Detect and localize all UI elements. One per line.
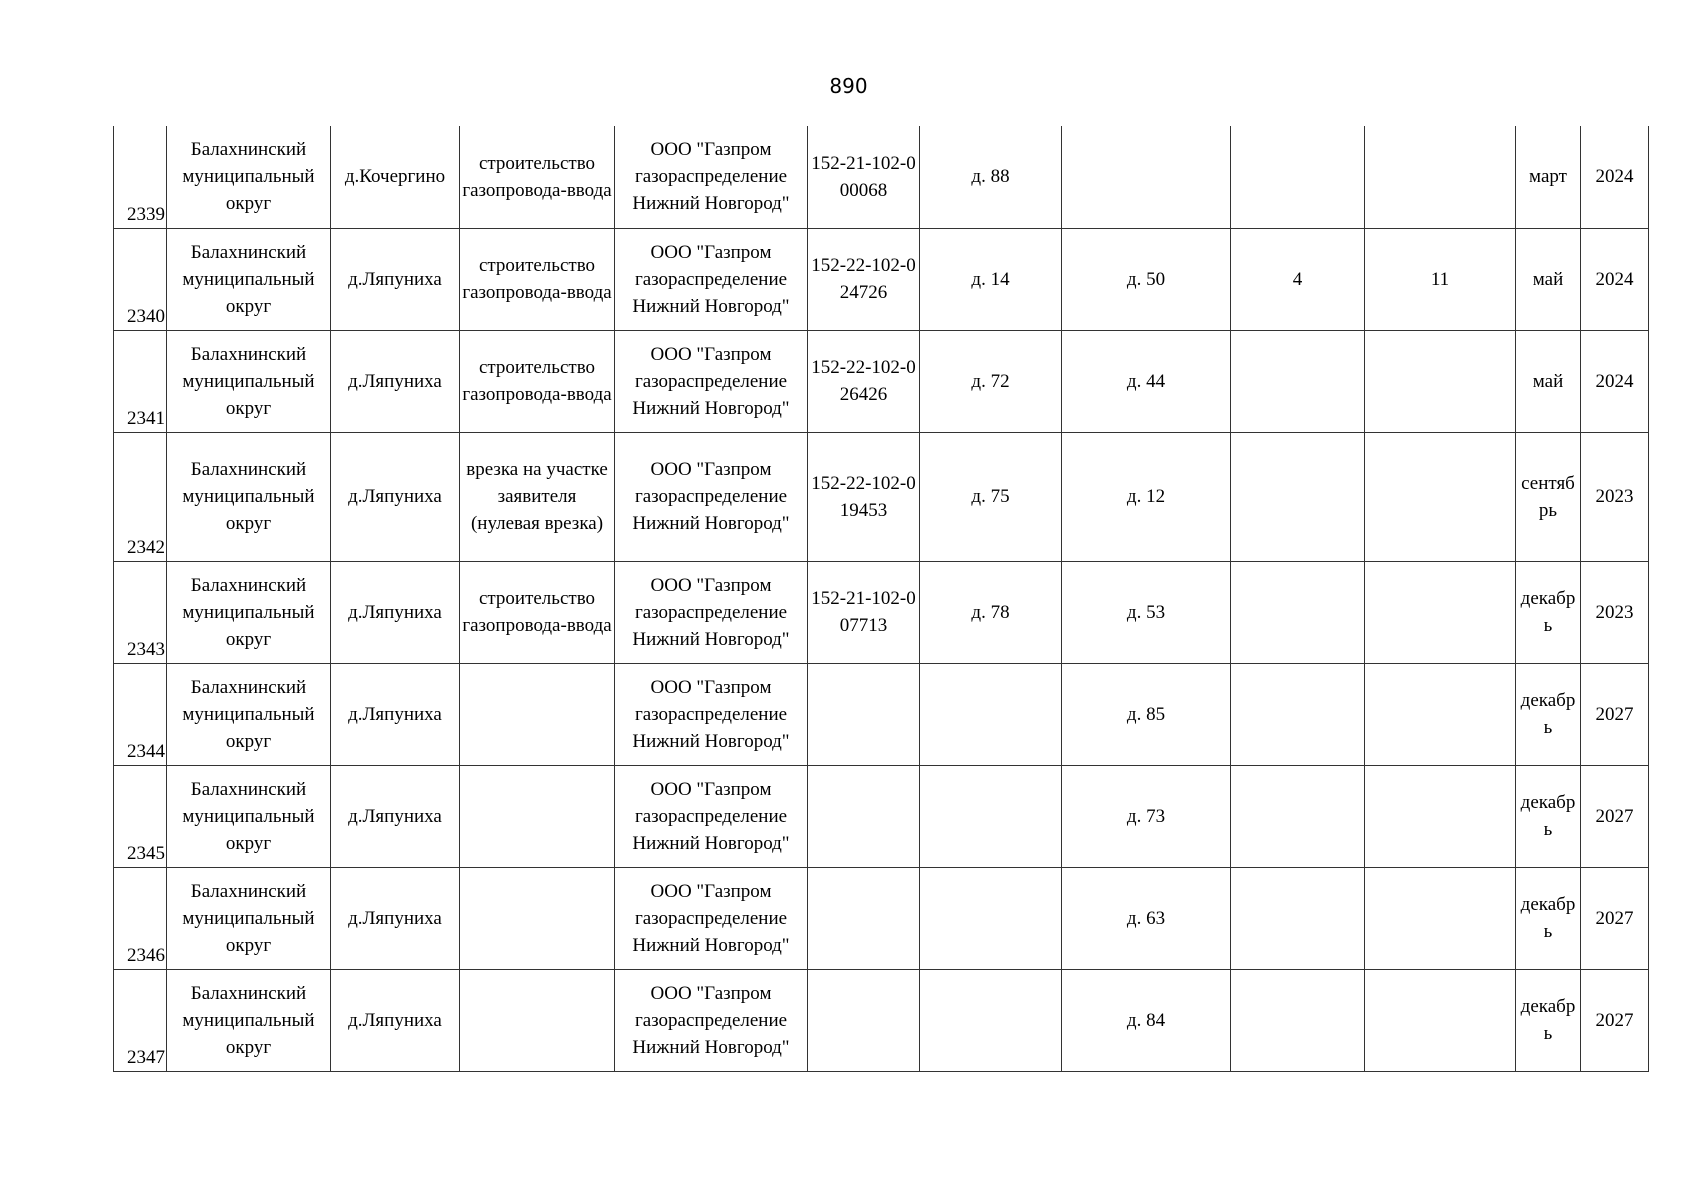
- count-cell: [1231, 126, 1365, 228]
- house-number-secondary-cell: [1062, 126, 1231, 228]
- work-type-cell: [460, 765, 615, 867]
- application-code-cell: 152-22-102-024726: [808, 228, 920, 330]
- count-secondary-cell: [1365, 330, 1516, 432]
- table-row: [114, 867, 1649, 969]
- district-cell: Балахнинский муниципальный округ: [167, 126, 331, 228]
- count-secondary-cell: [1365, 867, 1516, 969]
- work-type-cell: [460, 969, 615, 1071]
- village-cell: д.Кочергино: [331, 126, 460, 228]
- organization-cell: ООО "Газпром газораспределение Нижний Новгород": [615, 126, 808, 228]
- house-number-secondary-cell: д. 84: [1062, 969, 1231, 1071]
- work-type-cell: врезка на участке заявителя (нулевая врезка): [460, 432, 615, 561]
- application-code-cell: 152-21-102-007713: [808, 561, 920, 663]
- year-cell: 2024: [1581, 330, 1649, 432]
- year-cell: 2027: [1581, 663, 1649, 765]
- row-number-cell: 2344: [114, 663, 167, 765]
- organization-cell: ООО "Газпром газораспределение Нижний Новгород": [615, 969, 808, 1071]
- count-secondary-cell: [1365, 969, 1516, 1071]
- table-body: [114, 126, 1649, 1071]
- organization-cell: ООО "Газпром газораспределение Нижний Новгород": [615, 663, 808, 765]
- table-row: [114, 126, 1649, 228]
- work-type-cell: [460, 663, 615, 765]
- row-number-cell: 2343: [114, 561, 167, 663]
- house-number-cell: [920, 663, 1062, 765]
- district-cell: Балахнинский муниципальный округ: [167, 228, 331, 330]
- organization-cell: ООО "Газпром газораспределение Нижний Новгород": [615, 330, 808, 432]
- row-number-cell: 2346: [114, 867, 167, 969]
- house-number-cell: д. 72: [920, 330, 1062, 432]
- count-secondary-cell: [1365, 765, 1516, 867]
- month-cell: май: [1516, 330, 1581, 432]
- application-code-cell: [808, 765, 920, 867]
- year-cell: 2027: [1581, 969, 1649, 1071]
- house-number-cell: д. 75: [920, 432, 1062, 561]
- row-number-cell: 2341: [114, 330, 167, 432]
- gas-connection-table: [113, 126, 1649, 1072]
- month-cell: декабрь: [1516, 969, 1581, 1071]
- organization-cell: ООО "Газпром газораспределение Нижний Новгород": [615, 867, 808, 969]
- month-cell: март: [1516, 126, 1581, 228]
- district-cell: Балахнинский муниципальный округ: [167, 561, 331, 663]
- count-cell: [1231, 663, 1365, 765]
- district-cell: Балахнинский муниципальный округ: [167, 432, 331, 561]
- application-code-cell: [808, 663, 920, 765]
- village-cell: д.Ляпуниха: [331, 561, 460, 663]
- year-cell: 2027: [1581, 765, 1649, 867]
- table-row: [114, 432, 1649, 561]
- count-cell: [1231, 330, 1365, 432]
- count-cell: [1231, 867, 1365, 969]
- district-cell: Балахнинский муниципальный округ: [167, 765, 331, 867]
- district-cell: Балахнинский муниципальный округ: [167, 663, 331, 765]
- village-cell: д.Ляпуниха: [331, 432, 460, 561]
- month-cell: декабрь: [1516, 561, 1581, 663]
- village-cell: д.Ляпуниха: [331, 663, 460, 765]
- district-cell: Балахнинский муниципальный округ: [167, 867, 331, 969]
- house-number-secondary-cell: д. 50: [1062, 228, 1231, 330]
- month-cell: декабрь: [1516, 663, 1581, 765]
- house-number-cell: д. 78: [920, 561, 1062, 663]
- house-number-cell: д. 88: [920, 126, 1062, 228]
- table-row: [114, 228, 1649, 330]
- row-number-cell: 2345: [114, 765, 167, 867]
- organization-cell: ООО "Газпром газораспределение Нижний Новгород": [615, 432, 808, 561]
- count-cell: [1231, 969, 1365, 1071]
- row-number-cell: 2342: [114, 432, 167, 561]
- count-cell: 4: [1231, 228, 1365, 330]
- row-number-cell: 2339: [114, 126, 167, 228]
- year-cell: 2023: [1581, 432, 1649, 561]
- count-secondary-cell: [1365, 432, 1516, 561]
- year-cell: 2024: [1581, 228, 1649, 330]
- work-type-cell: строительство газопровода-ввода: [460, 561, 615, 663]
- district-cell: Балахнинский муниципальный округ: [167, 330, 331, 432]
- house-number-cell: [920, 969, 1062, 1071]
- application-code-cell: [808, 969, 920, 1071]
- month-cell: декабрь: [1516, 765, 1581, 867]
- table-row: [114, 561, 1649, 663]
- house-number-secondary-cell: д. 44: [1062, 330, 1231, 432]
- count-cell: [1231, 561, 1365, 663]
- count-secondary-cell: [1365, 561, 1516, 663]
- village-cell: д.Ляпуниха: [331, 867, 460, 969]
- row-number-cell: 2347: [114, 969, 167, 1071]
- organization-cell: ООО "Газпром газораспределение Нижний Новгород": [615, 228, 808, 330]
- house-number-secondary-cell: д. 73: [1062, 765, 1231, 867]
- house-number-secondary-cell: д. 85: [1062, 663, 1231, 765]
- work-type-cell: строительство газопровода-ввода: [460, 228, 615, 330]
- work-type-cell: строительство газопровода-ввода: [460, 126, 615, 228]
- table-row: [114, 765, 1649, 867]
- organization-cell: ООО "Газпром газораспределение Нижний Новгород": [615, 765, 808, 867]
- count-cell: [1231, 765, 1365, 867]
- table-row: [114, 330, 1649, 432]
- work-type-cell: строительство газопровода-ввода: [460, 330, 615, 432]
- district-cell: Балахнинский муниципальный округ: [167, 969, 331, 1071]
- year-cell: 2024: [1581, 126, 1649, 228]
- count-secondary-cell: [1365, 126, 1516, 228]
- month-cell: декабрь: [1516, 867, 1581, 969]
- count-secondary-cell: 11: [1365, 228, 1516, 330]
- table-row: [114, 969, 1649, 1071]
- application-code-cell: 152-22-102-019453: [808, 432, 920, 561]
- house-number-cell: [920, 765, 1062, 867]
- year-cell: 2023: [1581, 561, 1649, 663]
- house-number-cell: д. 14: [920, 228, 1062, 330]
- row-number-cell: 2340: [114, 228, 167, 330]
- village-cell: д.Ляпуниха: [331, 330, 460, 432]
- month-cell: сентябрь: [1516, 432, 1581, 561]
- village-cell: д.Ляпуниха: [331, 765, 460, 867]
- house-number-secondary-cell: д. 63: [1062, 867, 1231, 969]
- month-cell: май: [1516, 228, 1581, 330]
- house-number-secondary-cell: д. 12: [1062, 432, 1231, 561]
- organization-cell: ООО "Газпром газораспределение Нижний Новгород": [615, 561, 808, 663]
- count-secondary-cell: [1365, 663, 1516, 765]
- page-number: 890: [829, 74, 868, 98]
- table-row: [114, 663, 1649, 765]
- house-number-cell: [920, 867, 1062, 969]
- work-type-cell: [460, 867, 615, 969]
- house-number-secondary-cell: д. 53: [1062, 561, 1231, 663]
- application-code-cell: 152-21-102-000068: [808, 126, 920, 228]
- application-code-cell: 152-22-102-026426: [808, 330, 920, 432]
- count-cell: [1231, 432, 1365, 561]
- village-cell: д.Ляпуниха: [331, 969, 460, 1071]
- year-cell: 2027: [1581, 867, 1649, 969]
- village-cell: д.Ляпуниха: [331, 228, 460, 330]
- application-code-cell: [808, 867, 920, 969]
